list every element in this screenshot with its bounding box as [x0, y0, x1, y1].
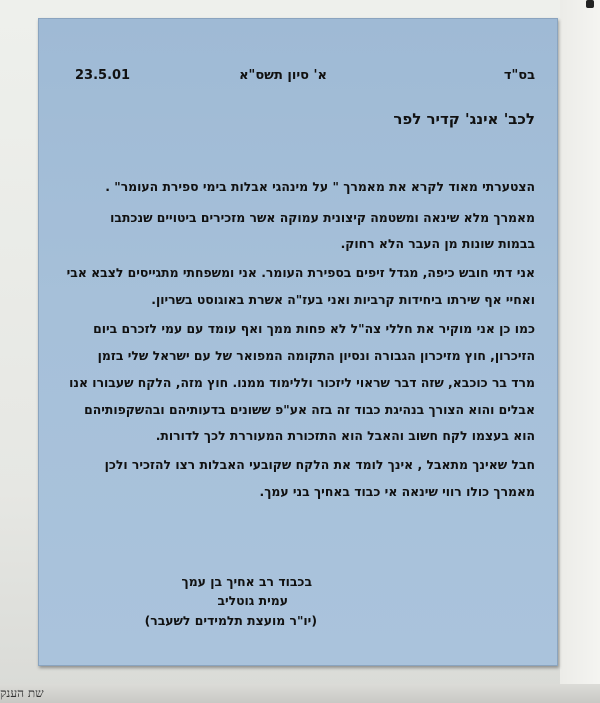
signature-closing: בכבוד רב אחיך בן עמך — [181, 574, 312, 589]
letter-body-line: מרד בר כוכבא, שזה דבר שראוי ליזכור וללימוד ממנו. חוץ מזה, הלקח שעבורו אנו — [69, 375, 535, 390]
signature-title: (יו"ר מועצת תלמידים לשעבר) — [144, 613, 317, 628]
letter-body-line: כמו כן אני מוקיר את חללי צה"ל לא פחות ממך ואף עומד עם עמי לזכרם ביום — [93, 321, 535, 336]
page-footer-fragment: שת הענק — [0, 686, 44, 700]
letter-body-line: הזיכרון, חוץ מזיכרון הגבורה ונסיון התקומה המפואר של עם ישראל שלי בזמן — [97, 348, 535, 363]
signature-name: עמית גוטליב — [217, 593, 288, 608]
letter-sheet — [38, 18, 558, 666]
letter-hebrew-date: א' סיון תשס"א — [239, 68, 327, 83]
page-edge-mark — [586, 0, 594, 8]
letter-body-line: בבמות שונות מן העבר הלא רחוק. — [340, 236, 535, 251]
letter-bsd-header: בס"ד — [503, 68, 535, 83]
letter-body-line: הצטערתי מאוד לקרא את מאמרך " על מינהגי אבלות בימי ספירת העומר" . — [105, 179, 535, 194]
letter-body-line: אבלים והוא הצורך בנהיגת כבוד זה בזה אע"פ ששונים בדעותיהם ובהשקפותיהם — [84, 402, 535, 417]
letter-body-line: הוא בעצמו לקח חשוב והאבל הוא התזכורת המעוררת לכך לדורות. — [155, 428, 535, 443]
letter-salutation: לכב' אינג' קדיר לפר — [393, 110, 535, 128]
letter-body-line: ואחיי אף שירתו ביחידות קרביות ואני בעז"ה אשרת באוגוסט בשריון. — [151, 292, 535, 307]
letter-body-line: מאמרך מלא שינאה ומשטמה קיצונית עמוקה אשר מזכירים ביטויים שנכתבו — [110, 210, 535, 225]
page-bottom-strip — [0, 684, 600, 703]
page-margin — [560, 0, 600, 703]
letter-body-line: מאמרך כולו רווי שינאה אי כבוד באחיך בני עמך. — [259, 484, 535, 499]
letter-body-line: אני דתי חובש כיפה, מגדל זיפים בספירת העומר. אני ומשפחתי מתגייסים לצבא אבי — [66, 265, 535, 280]
letter-body-line: חבל שאינך מתאבל , אינך לומד את הלקח שקובעי האבלות רצו להזכיר ולכן — [104, 457, 535, 472]
letter-numeric-date: 23.5.01 — [75, 68, 131, 83]
